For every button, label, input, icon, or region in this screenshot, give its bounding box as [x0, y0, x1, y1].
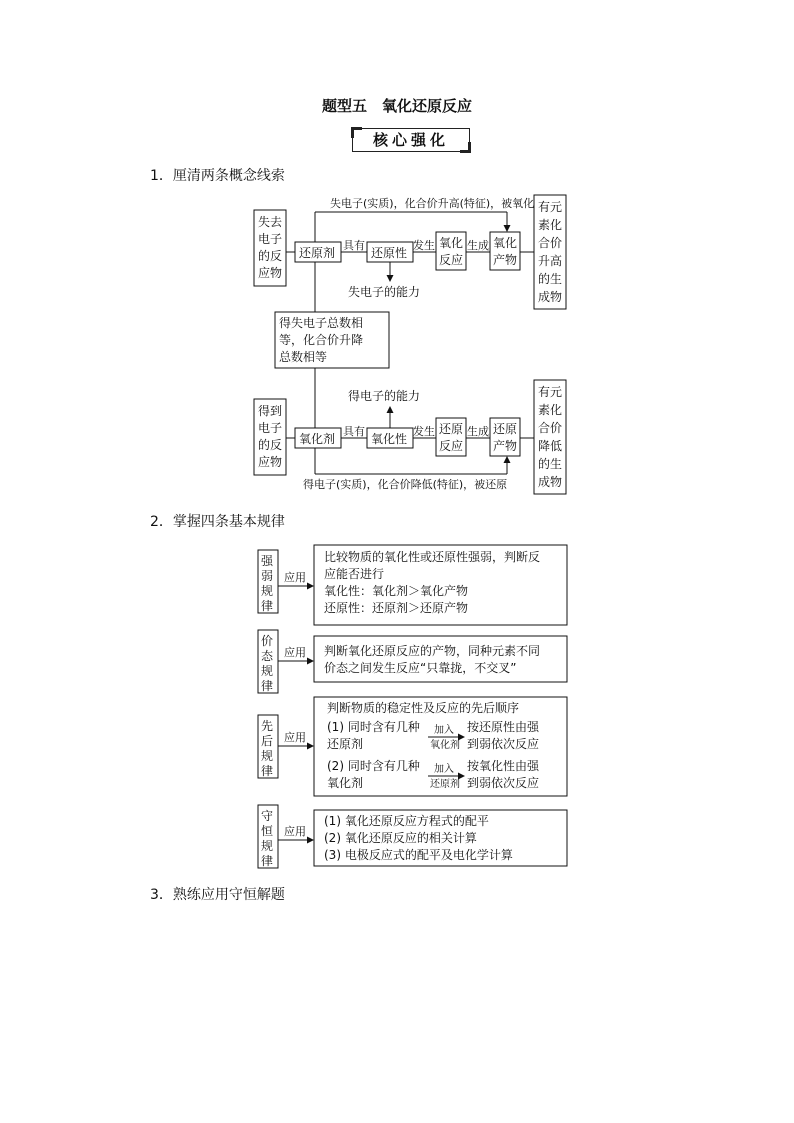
- law4-label-3: 规: [261, 839, 274, 853]
- right-bottom-6: 成物: [538, 475, 563, 489]
- law3-item2-c: 按氧化性由强: [467, 759, 540, 773]
- red-reaction-2: 反应: [439, 439, 464, 453]
- section-heading-3: 3．熟练应用守恒解题: [150, 887, 285, 903]
- left-bottom-2: 电子: [258, 421, 283, 435]
- right-top-3: 合价: [538, 236, 563, 250]
- top-line-text: 失电子(实质)，化合价升高(特征)，被氧化: [330, 197, 535, 210]
- law3-item1-d: 到弱依次反应: [467, 737, 540, 751]
- gain-ability: 得电子的能力: [348, 389, 421, 403]
- right-top-4: 升高: [538, 254, 563, 268]
- right-bottom-3: 合价: [538, 421, 563, 435]
- apply-label-1: 应用: [284, 571, 306, 584]
- law1-label-2: 弱: [261, 569, 274, 583]
- center-line-2: 等，化合价升降: [279, 333, 364, 347]
- law3-item1-c: 按还原性由强: [467, 720, 540, 734]
- occur-label-2: 发生: [413, 425, 435, 438]
- law3-item2-b: 氧化剂: [327, 776, 364, 790]
- right-top-6: 成物: [538, 290, 563, 304]
- ox-product-1: 氧化: [493, 236, 518, 250]
- left-top-2: 电子: [258, 232, 283, 246]
- law4-label-1: 守: [261, 809, 274, 823]
- law2-line-2: 价态之间发生反应“只靠拢，不交叉”: [324, 661, 517, 675]
- reductant-label: 还原剂: [299, 246, 336, 260]
- law4-line-1: (1) 氧化还原反应方程式的配平: [324, 814, 489, 828]
- law4-line-3: (3) 电极反应式的配平及电化学计算: [324, 848, 513, 862]
- law4-line-2: (2) 氧化还原反应的相关计算: [324, 831, 477, 845]
- law3-label-4: 律: [261, 764, 274, 778]
- section-heading-2: 2．掌握四条基本规律: [150, 514, 285, 530]
- law1-line-2: 应能否进行: [324, 567, 385, 581]
- gen-label-1: 生成: [467, 239, 489, 252]
- ox-product-2: 产物: [493, 253, 518, 267]
- right-top-2: 素化: [538, 218, 563, 232]
- law3-label-3: 规: [261, 749, 274, 763]
- law3-item2-above: 加入: [434, 764, 454, 775]
- right-bottom-4: 降低: [538, 439, 563, 453]
- reducibility-label: 还原性: [371, 246, 408, 260]
- section-heading-1: 1．厘清两条概念线索: [150, 168, 285, 184]
- badge-label: 核心强化: [372, 131, 449, 149]
- law3-item2-d: 到弱依次反应: [467, 776, 540, 790]
- law4-label-2: 恒: [261, 824, 274, 838]
- apply-label-4: 应用: [284, 825, 306, 838]
- red-product-1: 还原: [493, 422, 518, 436]
- law1-label-1: 强: [261, 554, 274, 568]
- law3-item2-a: (2) 同时含有几种: [327, 759, 420, 773]
- left-top-3: 的反: [258, 249, 283, 263]
- left-top-4: 应物: [258, 266, 283, 280]
- law4-label-4: 律: [261, 854, 274, 868]
- law3-item1-below: 氧化剂: [430, 740, 460, 751]
- gen-label-2: 生成: [467, 425, 489, 438]
- law3-item1-a: (1) 同时含有几种: [327, 720, 420, 734]
- left-bottom-4: 应物: [258, 455, 283, 469]
- right-top-1: 有元: [538, 200, 563, 214]
- left-top-1: 失去: [258, 215, 283, 229]
- law3-item2-below: 还原剂: [430, 779, 460, 790]
- red-reaction-1: 还原: [439, 422, 464, 436]
- law1-line-3: 氧化性：氧化剂＞氧化产物: [324, 584, 469, 598]
- law1-line-4: 还原性：还原剂＞还原产物: [324, 601, 469, 615]
- center-line-3: 总数相等: [279, 350, 328, 364]
- right-bottom-1: 有元: [538, 385, 563, 399]
- law3-label-2: 后: [261, 734, 274, 748]
- has-label-2: 具有: [343, 425, 365, 438]
- apply-label-2: 应用: [284, 646, 306, 659]
- right-bottom-5: 的生: [538, 457, 563, 471]
- has-label-1: 具有: [343, 239, 365, 252]
- law3-item1-b: 还原剂: [327, 737, 364, 751]
- oxidant-label: 氧化剂: [299, 432, 336, 446]
- right-top-5: 的生: [538, 272, 563, 286]
- law2-line-1: 判断氧化还原反应的产物，同种元素不同: [324, 644, 541, 658]
- page-title: 题型五 氧化还原反应: [321, 97, 472, 115]
- apply-label-3: 应用: [284, 731, 306, 744]
- left-bottom-3: 的反: [258, 438, 283, 452]
- law3-label-1: 先: [261, 719, 274, 733]
- law3-item1-above: 加入: [434, 725, 454, 736]
- law2-content-box: [314, 636, 567, 682]
- law3-line-1: 判断物质的稳定性及反应的先后顺序: [327, 701, 520, 715]
- law1-line-1: 比较物质的氧化性或还原性强弱，判断反: [324, 550, 541, 564]
- ox-reaction-1: 氧化: [439, 236, 464, 250]
- law2-label-4: 律: [261, 679, 274, 693]
- law1-label-3: 规: [261, 584, 274, 598]
- right-bottom-2: 素化: [538, 403, 563, 417]
- bottom-line-text: 得电子(实质)，化合价降低(特征)，被还原: [303, 478, 508, 491]
- center-line-1: 得失电子总数相: [279, 316, 364, 330]
- oxidizability-label: 氧化性: [371, 432, 408, 446]
- red-product-2: 产物: [493, 439, 518, 453]
- ox-reaction-2: 反应: [439, 253, 464, 267]
- law1-label-4: 律: [261, 599, 274, 613]
- occur-label-1: 发生: [413, 239, 435, 252]
- lose-ability: 失电子的能力: [348, 285, 421, 299]
- left-bottom-1: 得到: [258, 404, 283, 418]
- law2-label-2: 态: [261, 649, 274, 663]
- law2-label-3: 规: [261, 664, 274, 678]
- law2-label-1: 价: [261, 634, 274, 648]
